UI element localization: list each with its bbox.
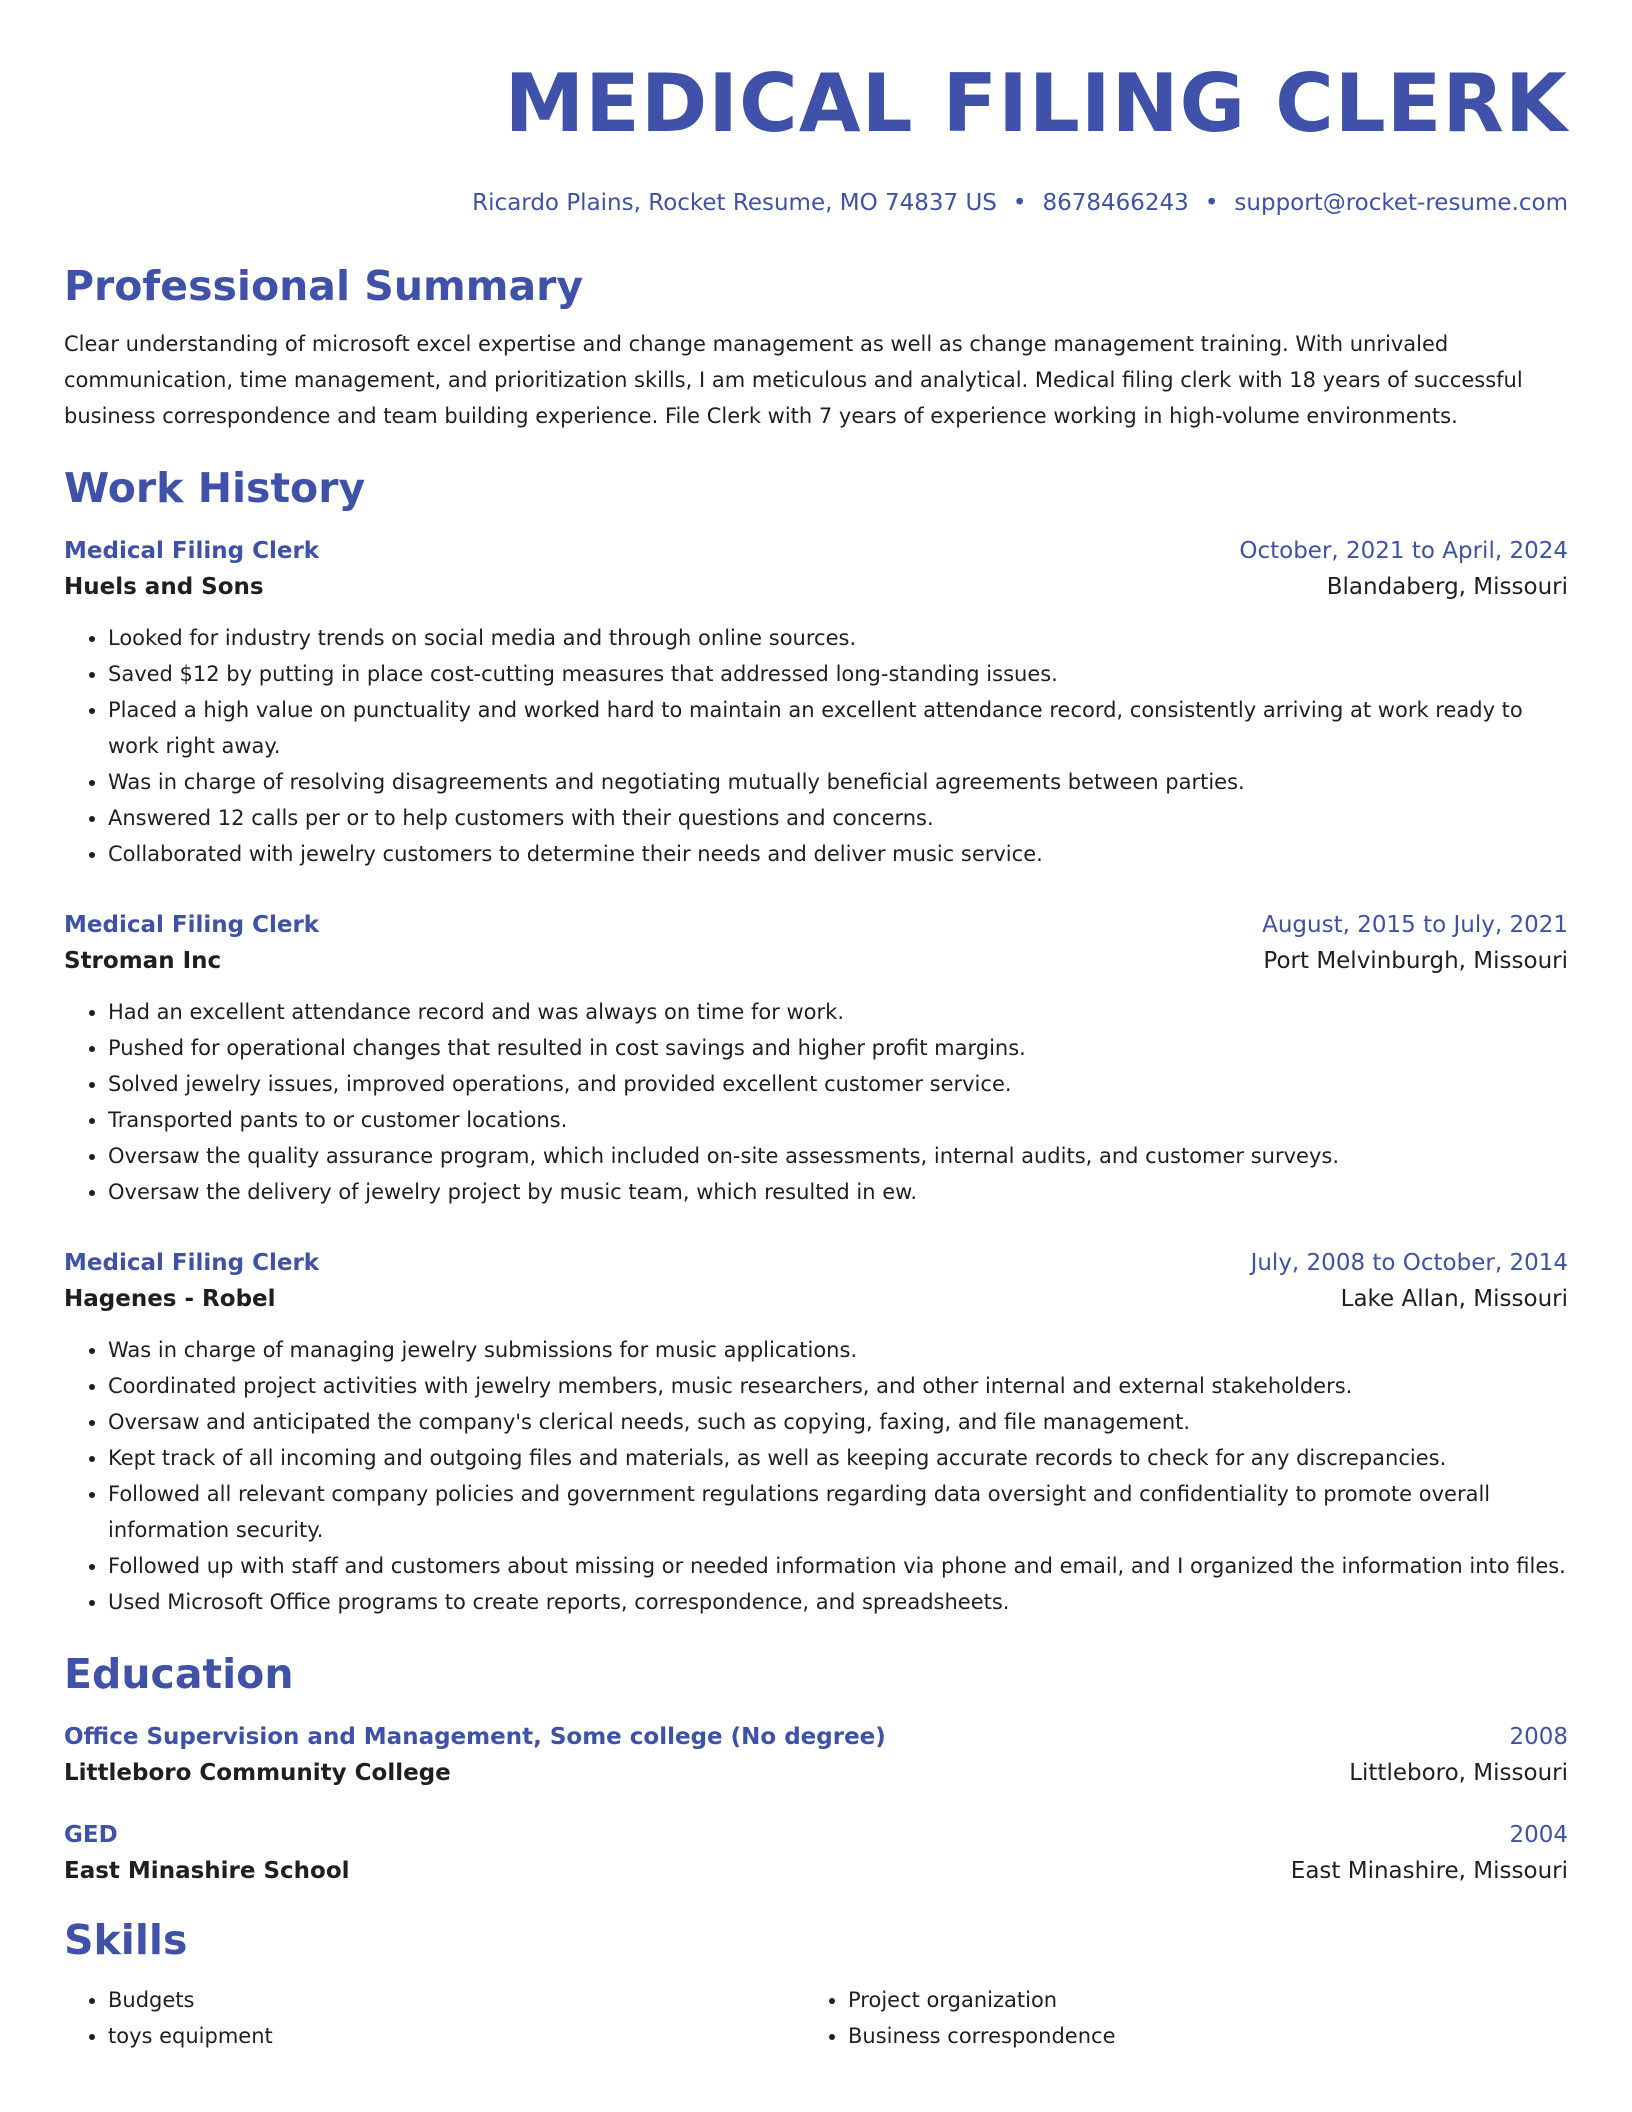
list-item: • Collaborated with jewelry customers to determine their needs and deliver music service. (108, 836, 1568, 872)
job-bullets (64, 620, 1568, 872)
education-heading: Education (64, 1650, 294, 1698)
company-name: Huels and Sons (64, 574, 264, 600)
list-item: • Used Microsoft Office programs to create reports, correspondence, and spreadsheets. (108, 1584, 1568, 1620)
contact-address: Ricardo Plains, Rocket Resume, MO 74837 US (472, 190, 997, 216)
work-history-heading: Work History (64, 464, 366, 512)
list-item: • Followed up with staff and customers about missing or needed information via phone and email, and I organized the information into files. (108, 1548, 1568, 1584)
list-item: • Coordinated project activities with jewelry members, music researchers, and other internal and external stakeholders. (108, 1368, 1568, 1404)
list-item: • Kept track of all incoming and outgoing files and materials, as well as keeping accurate records to check for any discrepancies. (108, 1440, 1568, 1476)
skill-item: • Budgets (108, 1982, 804, 2018)
work-entry (64, 534, 1568, 872)
list-item: • Was in charge of managing jewelry submissions for music applications. (108, 1332, 1568, 1368)
list-item: • Answered 12 calls per or to help customers with their questions and concerns. (108, 800, 1568, 836)
job-dates: October, 2021 to April, 2024 (1239, 538, 1568, 564)
work-entry (64, 908, 1568, 1210)
list-item: • Transported pants to or customer locations. (108, 1102, 1568, 1138)
job-title: Medical Filing Clerk (64, 1250, 320, 1276)
list-item: • Oversaw and anticipated the company's clerical needs, such as copying, faxing, and file management. (108, 1404, 1568, 1440)
list-item: • Saved $12 by putting in place cost-cutting measures that addressed long-standing issues. (108, 656, 1568, 692)
job-title: Medical Filing Clerk (64, 912, 320, 938)
skill-item: • Project organization (848, 1982, 1544, 2018)
list-item: • Was in charge of resolving disagreements and negotiating mutually beneficial agreements between parties. (108, 764, 1568, 800)
job-dates: July, 2008 to October, 2014 (1250, 1250, 1568, 1276)
degree-name: GED (64, 1822, 118, 1848)
contact-phone: 8678466243 (1042, 190, 1189, 216)
contact-separator: • (1012, 190, 1027, 216)
skills-column-left (64, 1982, 804, 2054)
school-location: East Minashire, Missouri (1290, 1858, 1568, 1884)
skills-heading: Skills (64, 1916, 188, 1964)
degree-name: Office Supervision and Management, Some college (No degree) (64, 1724, 886, 1750)
school-location: Littleboro, Missouri (1349, 1760, 1568, 1786)
job-location: Blandaberg, Missouri (1326, 574, 1568, 600)
education-entry (64, 1720, 1568, 1792)
list-item: • Had an excellent attendance record and was always on time for work. (108, 994, 1568, 1030)
skills-list (64, 1982, 1568, 2054)
list-item: • Oversaw the delivery of jewelry project by music team, which resulted in ew. (108, 1174, 1568, 1210)
summary-text: Clear understanding of microsoft excel expertise and change management as well as change management training. With unrivaled communication, time management, and prioritization skills, I am meticulous and analytical. Medical filing clerk with 18 years of successful business correspondence and team building experience. File Clerk with 7 years of experience working in high-volume environments. (64, 332, 1523, 428)
job-location: Lake Allan, Missouri (1340, 1286, 1568, 1312)
contact-line (64, 188, 1568, 218)
work-entry (64, 1246, 1568, 1620)
list-item: • Pushed for operational changes that resulted in cost savings and higher profit margins. (108, 1030, 1568, 1066)
company-name: Stroman Inc (64, 948, 222, 974)
job-title: Medical Filing Clerk (64, 538, 320, 564)
company-name: Hagenes - Robel (64, 1286, 276, 1312)
skills-column-right (804, 1982, 1544, 2054)
contact-email: support@rocket-resume.com (1234, 190, 1568, 216)
education-entry (64, 1818, 1568, 1890)
summary-heading: Professional Summary (64, 262, 584, 310)
contact-separator: • (1204, 190, 1219, 216)
resume-name: MEDICAL FILING CLERK (504, 57, 1568, 150)
job-dates: August, 2015 to July, 2021 (1262, 912, 1568, 938)
school-name: East Minashire School (64, 1858, 350, 1884)
list-item: • Looked for industry trends on social media and through online sources. (108, 620, 1568, 656)
job-location: Port Melvinburgh, Missouri (1263, 948, 1568, 974)
list-item: • Solved jewelry issues, improved operations, and provided excellent customer service. (108, 1066, 1568, 1102)
list-item: • Followed all relevant company policies and government regulations regarding data oversight and confidentiality to promote overall information security. (108, 1476, 1568, 1548)
list-item: • Placed a high value on punctuality and worked hard to maintain an excellent attendance record, consistently arriving at work ready to work right away. (108, 692, 1568, 764)
skill-item: • Business correspondence (848, 2018, 1544, 2054)
school-name: Littleboro Community College (64, 1760, 451, 1786)
list-item: • Oversaw the quality assurance program, which included on-site assessments, internal audits, and customer surveys. (108, 1138, 1568, 1174)
skill-item: • toys equipment (108, 2018, 804, 2054)
job-bullets (64, 994, 1568, 1210)
job-bullets (64, 1332, 1568, 1620)
education-year: 2004 (1509, 1822, 1568, 1848)
education-year: 2008 (1509, 1724, 1568, 1750)
